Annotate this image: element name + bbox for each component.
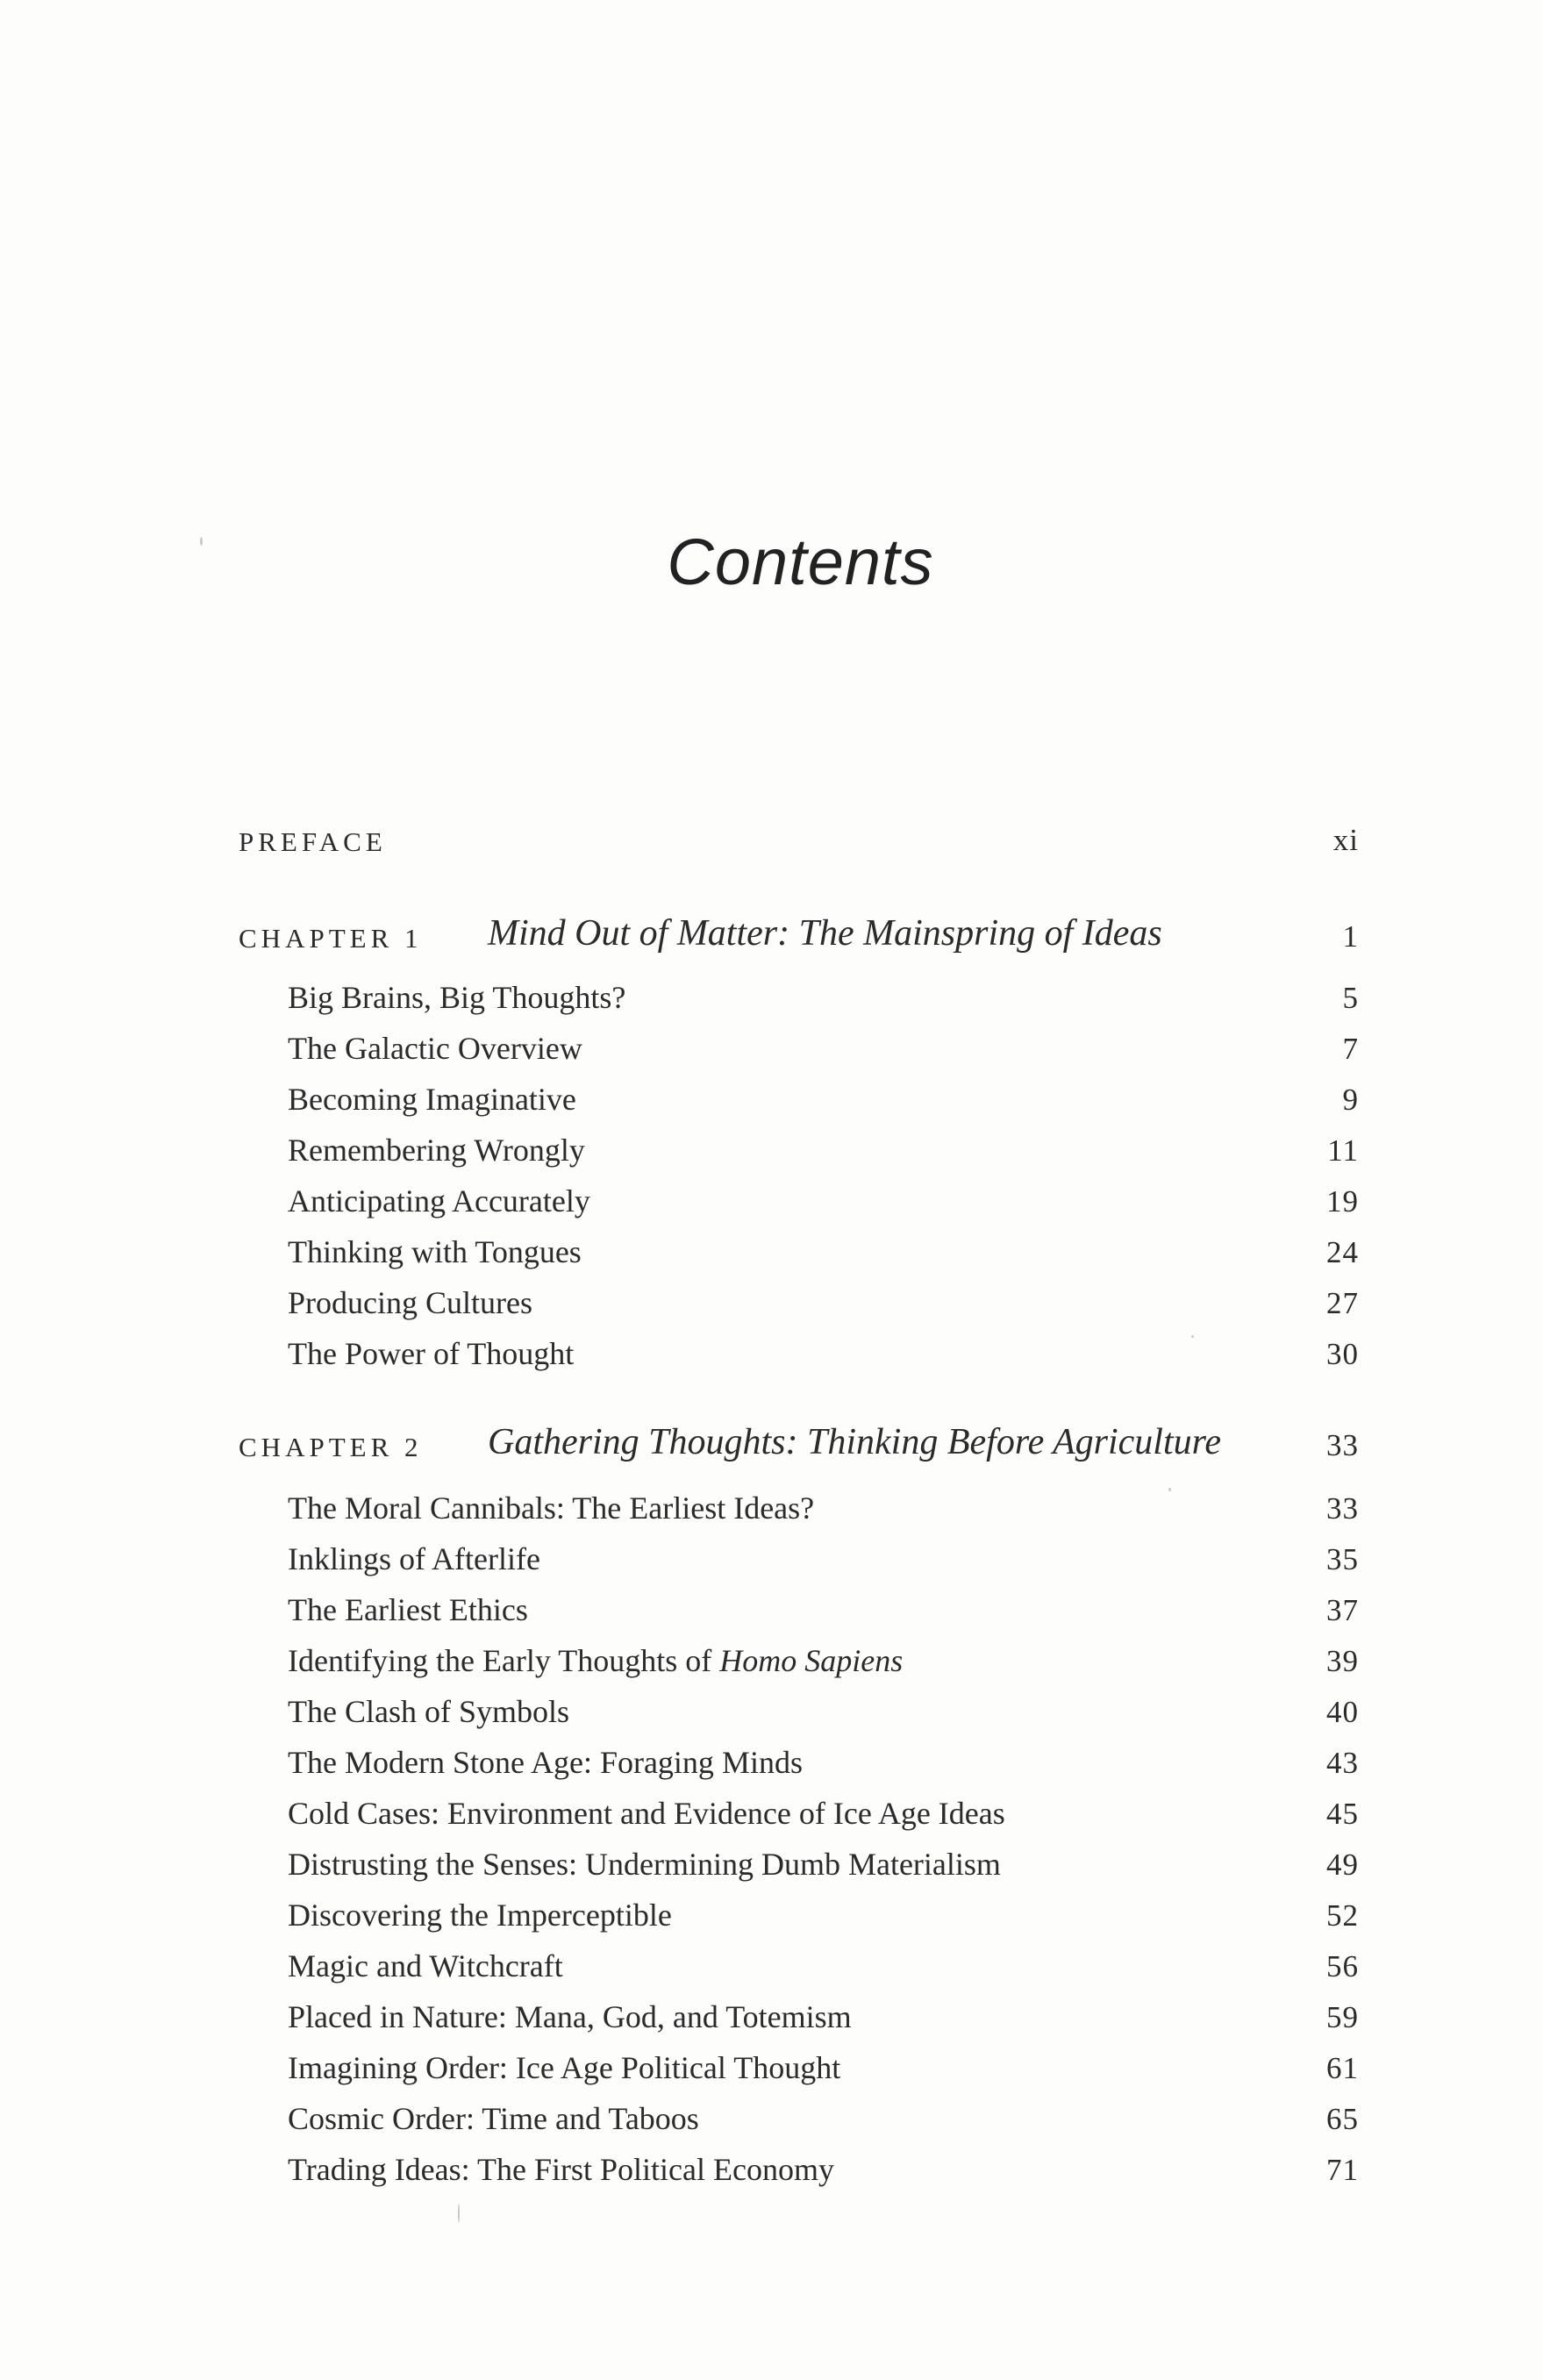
toc-section-row[interactable] bbox=[239, 1890, 1359, 1933]
section-title: Cosmic Order: Time and Taboos bbox=[288, 2101, 699, 2136]
toc-section-row[interactable] bbox=[239, 2093, 1359, 2137]
section-page: 30 bbox=[1326, 1337, 1359, 1371]
chapter-2-page: 33 bbox=[1326, 1428, 1359, 1462]
toc-chapter-2-row[interactable] bbox=[239, 1411, 1359, 1463]
section-title: Thinking with Tongues bbox=[288, 1234, 582, 1269]
toc-section-row[interactable] bbox=[239, 1635, 1359, 1679]
section-page: 71 bbox=[1326, 2153, 1359, 2187]
toc-section-row[interactable] bbox=[239, 1940, 1359, 1984]
section-title-italic: Homo Sapiens bbox=[719, 1643, 904, 1678]
toc-section-row[interactable] bbox=[239, 1584, 1359, 1628]
section-page: 59 bbox=[1326, 2000, 1359, 2034]
section-page: 33 bbox=[1326, 1491, 1359, 1526]
toc-section-row[interactable] bbox=[239, 1125, 1359, 1169]
toc-preface-row[interactable] bbox=[239, 814, 1359, 858]
section-title: Magic and Witchcraft bbox=[288, 1948, 563, 1983]
section-title: Inklings of Afterlife bbox=[288, 1541, 540, 1576]
chapter-2-label: CHAPTER 2 bbox=[239, 1432, 423, 1462]
toc-section-row[interactable] bbox=[239, 1991, 1359, 2035]
section-page: 45 bbox=[1326, 1797, 1359, 1831]
chapter-1-title: Mind Out of Matter: The Mainspring of Ideas bbox=[488, 913, 1162, 954]
section-title: Producing Cultures bbox=[288, 1285, 532, 1320]
preface-label: PREFACE bbox=[239, 826, 387, 857]
section-page: 35 bbox=[1326, 1542, 1359, 1576]
section-page: 19 bbox=[1326, 1184, 1359, 1219]
section-title: The Modern Stone Age: Foraging Minds bbox=[288, 1745, 803, 1780]
section-title: Placed in Nature: Mana, God, and Totemism bbox=[288, 1999, 852, 2034]
section-title: Big Brains, Big Thoughts? bbox=[288, 980, 626, 1015]
section-title: Imagining Order: Ice Age Political Thought bbox=[288, 2050, 841, 2085]
toc-section-row[interactable] bbox=[239, 2042, 1359, 2086]
toc-section-row[interactable] bbox=[239, 1788, 1359, 1832]
section-page: 37 bbox=[1326, 1593, 1359, 1627]
section-page: 56 bbox=[1326, 1949, 1359, 1983]
section-title: The Power of Thought bbox=[288, 1336, 575, 1371]
section-page: 27 bbox=[1326, 1286, 1359, 1320]
page-title: Contents bbox=[667, 525, 934, 598]
section-page: 65 bbox=[1326, 2102, 1359, 2136]
section-title: Trading Ideas: The First Political Economy bbox=[288, 2152, 834, 2187]
preface-page: xi bbox=[1332, 823, 1359, 857]
section-page: 61 bbox=[1326, 2051, 1359, 2085]
toc-section-row[interactable] bbox=[239, 1533, 1359, 1577]
section-page: 9 bbox=[1342, 1083, 1359, 1117]
chapter-1-page: 1 bbox=[1342, 919, 1359, 954]
section-title bbox=[288, 1642, 903, 1679]
section-title: The Moral Cannibals: The Earliest Ideas? bbox=[288, 1490, 815, 1526]
section-page: 39 bbox=[1326, 1644, 1359, 1678]
section-title: Cold Cases: Environment and Evidence of Ice Age Ideas bbox=[288, 1796, 1005, 1831]
section-page: 24 bbox=[1326, 1235, 1359, 1269]
toc-section-row[interactable] bbox=[239, 1023, 1359, 1067]
chapter-2-title: Gathering Thoughts: Thinking Before Agriculture bbox=[488, 1422, 1222, 1462]
section-page: 5 bbox=[1342, 981, 1359, 1015]
section-title: The Galactic Overview bbox=[288, 1031, 582, 1066]
section-title-text: Identifying the Early Thoughts of bbox=[288, 1643, 720, 1678]
toc-section-row[interactable] bbox=[239, 2144, 1359, 2188]
toc-section-row[interactable] bbox=[239, 1737, 1359, 1781]
chapter-1-label: CHAPTER 1 bbox=[239, 923, 423, 954]
section-title: Anticipating Accurately bbox=[288, 1183, 590, 1219]
section-title: Becoming Imaginative bbox=[288, 1082, 576, 1117]
section-page: 49 bbox=[1326, 1848, 1359, 1882]
toc-chapter-1-row[interactable] bbox=[239, 902, 1359, 954]
section-page: 40 bbox=[1326, 1695, 1359, 1729]
section-title: Discovering the Imperceptible bbox=[288, 1898, 672, 1933]
toc-section-row[interactable] bbox=[239, 1226, 1359, 1270]
toc-section-row[interactable] bbox=[239, 1176, 1359, 1219]
section-page: 52 bbox=[1326, 1898, 1359, 1933]
section-title: Distrusting the Senses: Undermining Dumb Materialism bbox=[288, 1847, 1001, 1882]
toc-section-row[interactable] bbox=[239, 1074, 1359, 1118]
toc-section-row[interactable] bbox=[239, 1277, 1359, 1321]
section-title: Remembering Wrongly bbox=[288, 1133, 585, 1168]
section-page: 7 bbox=[1342, 1032, 1359, 1066]
scan-speck bbox=[458, 2204, 460, 2223]
toc-section-row[interactable] bbox=[239, 1686, 1359, 1730]
toc-section-row[interactable] bbox=[239, 1483, 1359, 1526]
section-page: 43 bbox=[1326, 1746, 1359, 1780]
section-title: The Clash of Symbols bbox=[288, 1694, 569, 1729]
toc-section-row[interactable] bbox=[239, 1839, 1359, 1883]
section-page: 11 bbox=[1327, 1133, 1359, 1168]
toc-section-row[interactable] bbox=[239, 972, 1359, 1016]
section-title: The Earliest Ethics bbox=[288, 1592, 528, 1627]
toc-section-row[interactable] bbox=[239, 1328, 1359, 1372]
